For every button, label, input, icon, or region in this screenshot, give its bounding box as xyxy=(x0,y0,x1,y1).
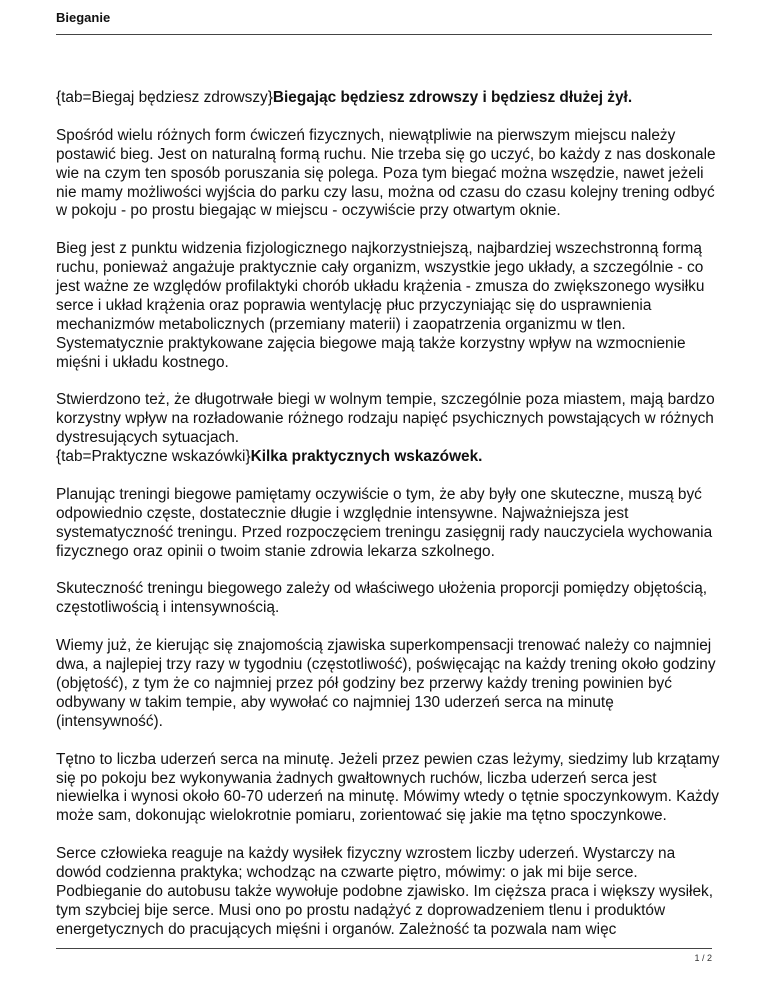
tab-marker: {tab=Biegaj będziesz zdrowszy} xyxy=(56,89,273,106)
paragraph: Wiemy już, że kierując się znajomością zjawiska superkompensacji trenować należy co najmniej dwa, a najlepiej trzy razy w tygodniu (częstotliwość), poświęcając na każdy trening około godziny (objętość), z tym że co najmniej przez pół godziny bez przerwy każdy trening powinien być odbywany w takim tempie, aby wywołać co najmniej 130 uderzeń serca na minutę (intensywność). xyxy=(56,637,716,730)
section-heading-line xyxy=(56,448,720,467)
document-body xyxy=(56,89,720,959)
paragraph: Stwierdzono też, że długotrwałe biegi w wolnym tempie, szczególnie poza miastem, mają bardzo korzystny wpływ na rozładowanie różnego rodzaju napięć psychicznych powstających w różnych dystresujących sytuacjach. xyxy=(56,391,715,447)
paragraph: Skuteczność treningu biegowego zależy od właściwego ułożenia proporcji pomiędzy objętością, częstotliwością i intensywnością. xyxy=(56,580,708,617)
paragraph: Spośród wielu różnych form ćwiczeń fizycznych, niewątpliwie na pierwszym miejscu należy postawić bieg. Jest on naturalną formą ruchu. Nie trzeba się go uczyć, bo każdy z nas doskonale wie na czym ten sposób poruszania się polega. Poza tym biegać można wszędzie, nawet jeżeli nie mamy możliwości wyjścia do parku czy lasu, można od czasu do czasu kolejny trening odbyć w pokoju - po prostu biegając w miejscu - oczywiście przy otwartym oknie. xyxy=(56,126,716,220)
tab-marker: {tab=Praktyczne wskazówki} xyxy=(56,448,251,466)
section-heading-line xyxy=(56,89,720,108)
section-heading: Biegając będziesz zdrowszy i będziesz dłużej żył. xyxy=(272,89,633,106)
footer-divider xyxy=(56,948,712,949)
page-number: 1 / 2 xyxy=(694,953,712,963)
header-divider xyxy=(56,34,712,35)
paragraph: Planując treningi biegowe pamiętamy oczywiście o tym, że aby były one skuteczne, muszą być odpowiednio częste, dostatecznie długie i względnie intensywne. Najważniejsza jest systematyczność treningu. Przed rozpoczęciem treningu zasięgnij rady nauczyciela wychowania fizycznego oraz opinii o twoim stanie zdrowia lekarza szkolnego. xyxy=(56,485,713,560)
section-heading: Kilka praktycznych wskazówek. xyxy=(250,448,483,466)
paragraph: Bieg jest z punktu widzenia fizjologicznego najkorzystniejszą, najbardziej wszechstronną formą ruchu, ponieważ angażuje praktycznie cały organizm, wszystkie jego układy, a szczególnie - co jest ważne ze względów profilaktyki chorób układu krążenia - zmusza do zwiększonego wysiłku serce i układ krążenia oraz poprawia wentylację płuc przyczyniając się do usprawnienia mechanizmów metabolicznych (przemiany materii) i zaopatrzenia organizmu w tlen. Systematycznie praktykowane zajęcia biegowe mają także korzystny wpływ na wzmocnienie mięśni i układu kostnego. xyxy=(56,240,705,371)
document-title: Bieganie xyxy=(56,10,111,25)
paragraph: Tętno to liczba uderzeń serca na minutę. Jeżeli przez pewien czas leżymy, siedzimy lub krzątamy się po pokoju bez wykonywania żadnych gwałtownych ruchów, liczba uderzeń serca jest niewielka i wynosi około 60-70 uderzeń na minutę. Mówimy wtedy o tętnie spoczynkowym. Każdy może sam, dokonując wielokrotnie pomiaru, zorientować się jakie ma tętno spoczynkowe. xyxy=(56,750,720,825)
paragraph: Serce człowieka reaguje na każdy wysiłek fizyczny wzrostem liczby uderzeń. Wystarczy na dowód codzienna praktyka; wchodząc na czwarte piętro, mówimy: o jak mi bije serce. Podbieganie do autobusu także wywołuje podobne zjawisko. Im cięższa praca i większy wysiłek, tym szybciej bije serce. Musi ono po prostu nadążyć z doprowadzeniem tlenu i produktów energetycznych do pracujących mięśni i organów. Zależność ta pozwala nam więc xyxy=(56,845,714,938)
